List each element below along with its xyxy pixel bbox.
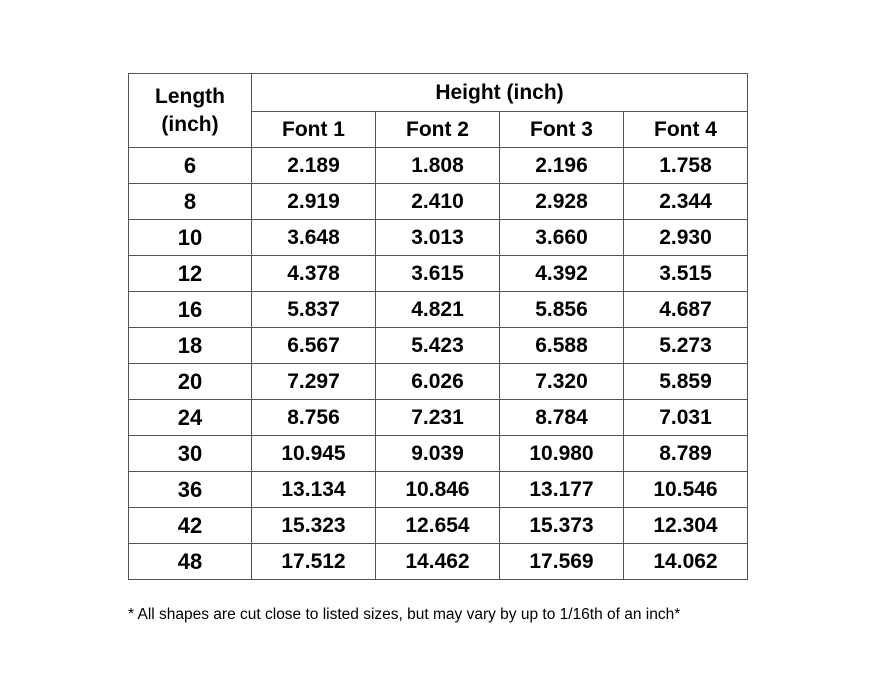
footnote: * All shapes are cut close to listed sizes, but may vary by up to 1/16th of an inch*: [128, 606, 681, 623]
height-font-2-cell: 2.410: [376, 184, 500, 220]
height-font-4-cell: 10.546: [624, 472, 748, 508]
height-font-2-cell: 10.846: [376, 472, 500, 508]
height-font-2-cell: 14.462: [376, 544, 500, 580]
table-row: [129, 328, 748, 364]
height-font-3-cell: 3.660: [500, 220, 624, 256]
height-font-4-cell: 1.758: [624, 148, 748, 184]
length-cell: 10: [129, 220, 252, 256]
height-font-3-cell: 7.320: [500, 364, 624, 400]
height-font-2-cell: 6.026: [376, 364, 500, 400]
height-font-3-cell: 2.928: [500, 184, 624, 220]
height-font-4-cell: 3.515: [624, 256, 748, 292]
table-row: [129, 256, 748, 292]
table-row: [129, 436, 748, 472]
height-font-3-cell: 8.784: [500, 400, 624, 436]
height-font-2-cell: 5.423: [376, 328, 500, 364]
height-font-3-cell: 10.980: [500, 436, 624, 472]
height-font-2-cell: 3.013: [376, 220, 500, 256]
length-cell: 6: [129, 148, 252, 184]
height-font-4-cell: 12.304: [624, 508, 748, 544]
height-font-4-cell: 5.859: [624, 364, 748, 400]
length-cell: 42: [129, 508, 252, 544]
height-font-2-cell: 3.615: [376, 256, 500, 292]
table-row: [129, 472, 748, 508]
length-cell: 8: [129, 184, 252, 220]
height-font-2-cell: 1.808: [376, 148, 500, 184]
table-body: [129, 148, 748, 580]
height-font-3-cell: 17.569: [500, 544, 624, 580]
height-font-2-cell: 4.821: [376, 292, 500, 328]
length-cell: 30: [129, 436, 252, 472]
height-font-4-cell: 4.687: [624, 292, 748, 328]
height-font-2-cell: 12.654: [376, 508, 500, 544]
table-row: [129, 544, 748, 580]
table-row: [129, 220, 748, 256]
height-font-4-cell: 14.062: [624, 544, 748, 580]
height-font-1-cell: 3.648: [252, 220, 376, 256]
table-row: [129, 148, 748, 184]
height-font-3-cell: 13.177: [500, 472, 624, 508]
height-font-1-cell: 6.567: [252, 328, 376, 364]
table-row: [129, 184, 748, 220]
height-font-4-cell: 2.930: [624, 220, 748, 256]
height-font-2-cell: 9.039: [376, 436, 500, 472]
height-font-4-cell: 5.273: [624, 328, 748, 364]
height-font-1-cell: 4.378: [252, 256, 376, 292]
height-font-3-cell: 6.588: [500, 328, 624, 364]
height-font-3-cell: 4.392: [500, 256, 624, 292]
font-2-header: Font 2: [376, 112, 500, 148]
height-font-2-cell: 7.231: [376, 400, 500, 436]
font-1-header: Font 1: [252, 112, 376, 148]
font-3-header: Font 3: [500, 112, 624, 148]
height-font-4-cell: 2.344: [624, 184, 748, 220]
height-font-1-cell: 17.512: [252, 544, 376, 580]
height-font-3-cell: 15.373: [500, 508, 624, 544]
table-row: [129, 364, 748, 400]
height-font-1-cell: 13.134: [252, 472, 376, 508]
table-row: [129, 292, 748, 328]
font-4-header: Font 4: [624, 112, 748, 148]
table-row: [129, 400, 748, 436]
height-font-3-cell: 5.856: [500, 292, 624, 328]
height-font-4-cell: 7.031: [624, 400, 748, 436]
height-font-4-cell: 8.789: [624, 436, 748, 472]
size-chart-table: [128, 73, 748, 580]
height-font-3-cell: 2.196: [500, 148, 624, 184]
length-cell: 36: [129, 472, 252, 508]
height-font-1-cell: 2.919: [252, 184, 376, 220]
height-font-1-cell: 10.945: [252, 436, 376, 472]
table-row: [129, 508, 748, 544]
length-column-header: [129, 74, 252, 148]
height-column-group-header: Height (inch): [252, 74, 748, 112]
height-font-1-cell: 8.756: [252, 400, 376, 436]
height-font-1-cell: 2.189: [252, 148, 376, 184]
length-cell: 18: [129, 328, 252, 364]
length-header-label: Length (inch): [155, 84, 225, 136]
height-font-1-cell: 7.297: [252, 364, 376, 400]
length-cell: 24: [129, 400, 252, 436]
length-cell: 16: [129, 292, 252, 328]
length-cell: 20: [129, 364, 252, 400]
height-font-1-cell: 15.323: [252, 508, 376, 544]
height-font-1-cell: 5.837: [252, 292, 376, 328]
length-cell: 48: [129, 544, 252, 580]
length-cell: 12: [129, 256, 252, 292]
